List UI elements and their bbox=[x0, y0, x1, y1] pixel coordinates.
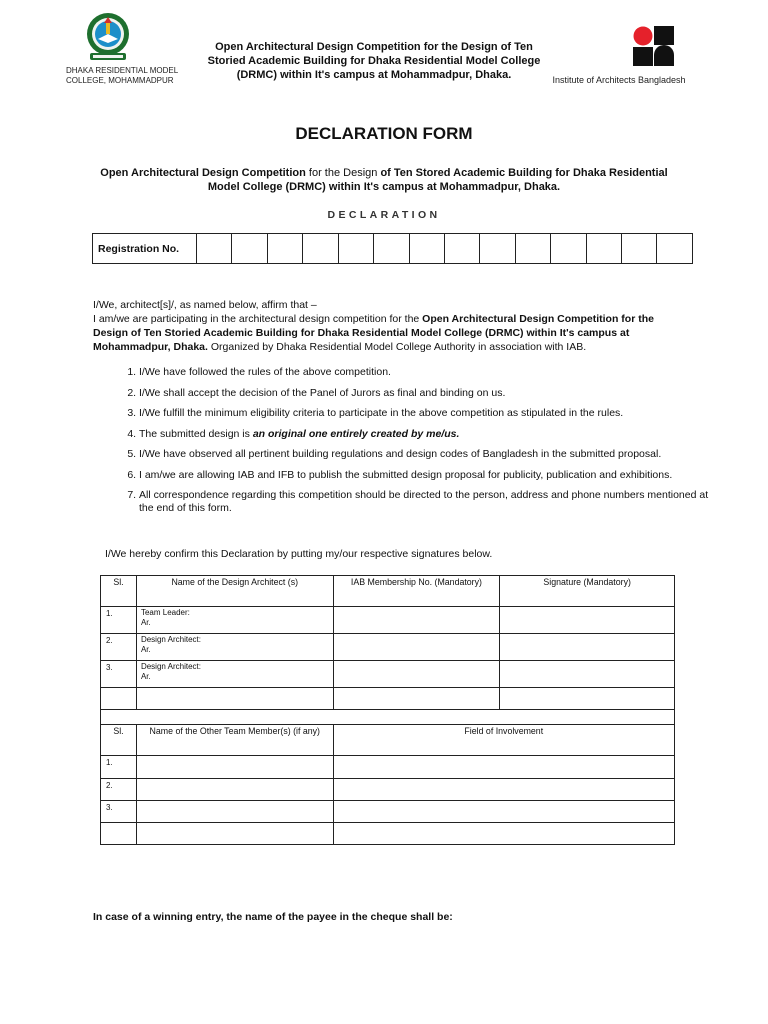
architect-role: Team Leader: bbox=[140, 608, 190, 617]
declaration-point: 2. I/We shall accept the decision of the Panel of Jurors as final and binding on us. bbox=[139, 387, 719, 400]
signature-cell[interactable] bbox=[500, 607, 675, 634]
table-row bbox=[101, 756, 675, 779]
architect-name-cell[interactable] bbox=[136, 661, 333, 688]
header-title bbox=[205, 40, 543, 82]
table-row bbox=[101, 823, 675, 845]
intro-line2c: Organized by Dhaka Residential Model College Authority in association with IAB. bbox=[207, 341, 587, 353]
row-number: 1. bbox=[101, 607, 137, 634]
registration-digit-box[interactable] bbox=[197, 234, 232, 264]
architect-prefix: Ar. bbox=[140, 618, 151, 627]
table-row bbox=[101, 634, 675, 661]
spacer-cell bbox=[101, 710, 675, 725]
field-of-involvement-cell[interactable] bbox=[333, 823, 674, 845]
payee-text: In case of a winning entry, the name of the payee in the cheque shall be: bbox=[93, 911, 453, 923]
architect-role: Design Architect: bbox=[140, 662, 201, 671]
table-row bbox=[101, 801, 675, 823]
registration-digit-box[interactable] bbox=[267, 234, 302, 264]
signature-cell[interactable] bbox=[500, 688, 675, 710]
row-number: 2. bbox=[101, 634, 137, 661]
table-spacer-row bbox=[101, 710, 675, 725]
school-name bbox=[66, 66, 186, 86]
registration-digit-box[interactable] bbox=[622, 234, 657, 264]
team-member-cell[interactable] bbox=[136, 779, 333, 801]
field-of-involvement-cell[interactable] bbox=[333, 801, 674, 823]
intro-line2a: I am/we are participating in the architectural design competition for the bbox=[93, 313, 423, 325]
iab-logo-icon bbox=[633, 26, 677, 66]
declaration-point bbox=[139, 428, 719, 441]
registration-digit-box[interactable] bbox=[303, 234, 338, 264]
architect-name-cell[interactable] bbox=[136, 607, 333, 634]
registration-digit-box[interactable] bbox=[657, 234, 693, 264]
registration-digit-box[interactable] bbox=[551, 234, 586, 264]
header-title-line3: (DRMC) within It's campus at Mohammadpur, Dhaka. bbox=[236, 69, 512, 81]
subtitle-part3: of Ten Stored Academic Building for Dhaka Residential Model College (DRMC) within It's campus at Mohammadpur, Dhaka. bbox=[207, 167, 668, 193]
table-row bbox=[101, 661, 675, 688]
row-number: 3. bbox=[101, 801, 137, 823]
col-header-field-of-involvement: Field of Involvement bbox=[333, 725, 674, 756]
registration-label: Registration No. bbox=[93, 234, 197, 264]
team-member-cell[interactable] bbox=[136, 756, 333, 779]
row-number bbox=[101, 823, 137, 845]
row-number bbox=[101, 688, 137, 710]
architect-prefix: Ar. bbox=[140, 645, 151, 654]
college-crest-logo bbox=[84, 12, 132, 64]
iab-membership-cell[interactable] bbox=[333, 607, 500, 634]
declaration-point: 6. I am/we are allowing IAB and IFB to publish the submitted design proposal for publicity, publication and exhibitions. bbox=[139, 469, 719, 482]
iab-membership-cell[interactable] bbox=[333, 688, 500, 710]
col-header-sl: Sl. bbox=[101, 725, 137, 756]
table-row bbox=[101, 688, 675, 710]
point4-text: The submitted design is bbox=[139, 427, 253, 440]
col-header-team-member: Name of the Other Team Member(s) (if any) bbox=[136, 725, 333, 756]
intro-line2 bbox=[93, 312, 673, 354]
signature-cell[interactable] bbox=[500, 661, 675, 688]
declaration-intro bbox=[93, 298, 673, 354]
subtitle-part1: Open Architectural Design Competition bbox=[100, 167, 306, 179]
registration-digit-box[interactable] bbox=[586, 234, 621, 264]
registration-digit-box[interactable] bbox=[409, 234, 444, 264]
col-header-signature: Signature (Mandatory) bbox=[500, 576, 675, 607]
declaration-point: 7. All correspondence regarding this competition should be directed to the person, address and phone numbers mentioned at the end of this form. bbox=[139, 489, 719, 515]
form-title: DECLARATION FORM bbox=[295, 124, 473, 143]
declaration-point: 5. I/We have observed all pertinent building regulations and design codes of Bangladesh in the submitted proposal. bbox=[139, 448, 719, 461]
registration-table bbox=[92, 233, 693, 264]
architect-name-cell[interactable] bbox=[136, 634, 333, 661]
header-title-line1: Open Architectural Design Competition for the Design of Ten bbox=[215, 41, 533, 53]
col-header-sl: Sl. bbox=[101, 576, 137, 607]
field-of-involvement-cell[interactable] bbox=[333, 756, 674, 779]
signature-cell[interactable] bbox=[500, 634, 675, 661]
registration-digit-box[interactable] bbox=[232, 234, 267, 264]
declaration-heading: DECLARATION bbox=[327, 209, 441, 221]
subtitle-part2: for the Design bbox=[305, 167, 381, 179]
architect-role: Design Architect: bbox=[140, 635, 201, 644]
table-row bbox=[101, 779, 675, 801]
architect-prefix: Ar. bbox=[140, 672, 151, 681]
intro-line2b: Open Architectural Design Competition for the Design of Ten Storied Academic Building for Dhaka Residential Model College (DRMC) within It's campus at Mohammadpur, Dhaka. bbox=[93, 313, 654, 353]
row-number: 1. bbox=[101, 756, 137, 779]
team-member-cell[interactable] bbox=[136, 823, 333, 845]
col-header-iab-membership: IAB Membership No. (Mandatory) bbox=[333, 576, 500, 607]
row-number: 3. bbox=[101, 661, 137, 688]
iab-membership-cell[interactable] bbox=[333, 661, 500, 688]
school-name-line2: COLLEGE, MOHAMMADPUR bbox=[66, 76, 174, 85]
point4-emphasis: an original one entirely created by me/us. bbox=[252, 427, 460, 440]
registration-digit-box[interactable] bbox=[515, 234, 550, 264]
col-header-architect-name: Name of the Design Architect (s) bbox=[136, 576, 333, 607]
intro-line1: I/We, architect[s]/, as named below, affirm that – bbox=[93, 299, 317, 311]
table-row bbox=[101, 607, 675, 634]
registration-digit-box[interactable] bbox=[444, 234, 479, 264]
signature-table bbox=[100, 575, 675, 845]
architect-name-cell[interactable] bbox=[136, 688, 333, 710]
header-title-line2: Storied Academic Building for Dhaka Residential Model College bbox=[207, 55, 541, 67]
iab-membership-cell[interactable] bbox=[333, 634, 500, 661]
registration-digit-box[interactable] bbox=[374, 234, 409, 264]
field-of-involvement-cell[interactable] bbox=[333, 779, 674, 801]
declaration-point: 1. I/We have followed the rules of the above competition. bbox=[139, 366, 719, 379]
iab-name: Institute of Architects Bangladesh bbox=[552, 75, 686, 85]
row-number: 2. bbox=[101, 779, 137, 801]
declaration-points bbox=[92, 366, 719, 523]
school-name-line1: DHAKA RESIDENTIAL MODEL bbox=[66, 66, 179, 75]
registration-digit-box[interactable] bbox=[338, 234, 373, 264]
declaration-point: 3. I/We fulfill the minimum eligibility criteria to participate in the above competition as stipulated in the rules. bbox=[139, 407, 719, 420]
registration-digit-box[interactable] bbox=[480, 234, 515, 264]
competition-subtitle bbox=[100, 166, 668, 194]
team-member-cell[interactable] bbox=[136, 801, 333, 823]
confirm-text: I/We hereby confirm this Declaration by putting my/our respective signatures below. bbox=[105, 548, 493, 560]
